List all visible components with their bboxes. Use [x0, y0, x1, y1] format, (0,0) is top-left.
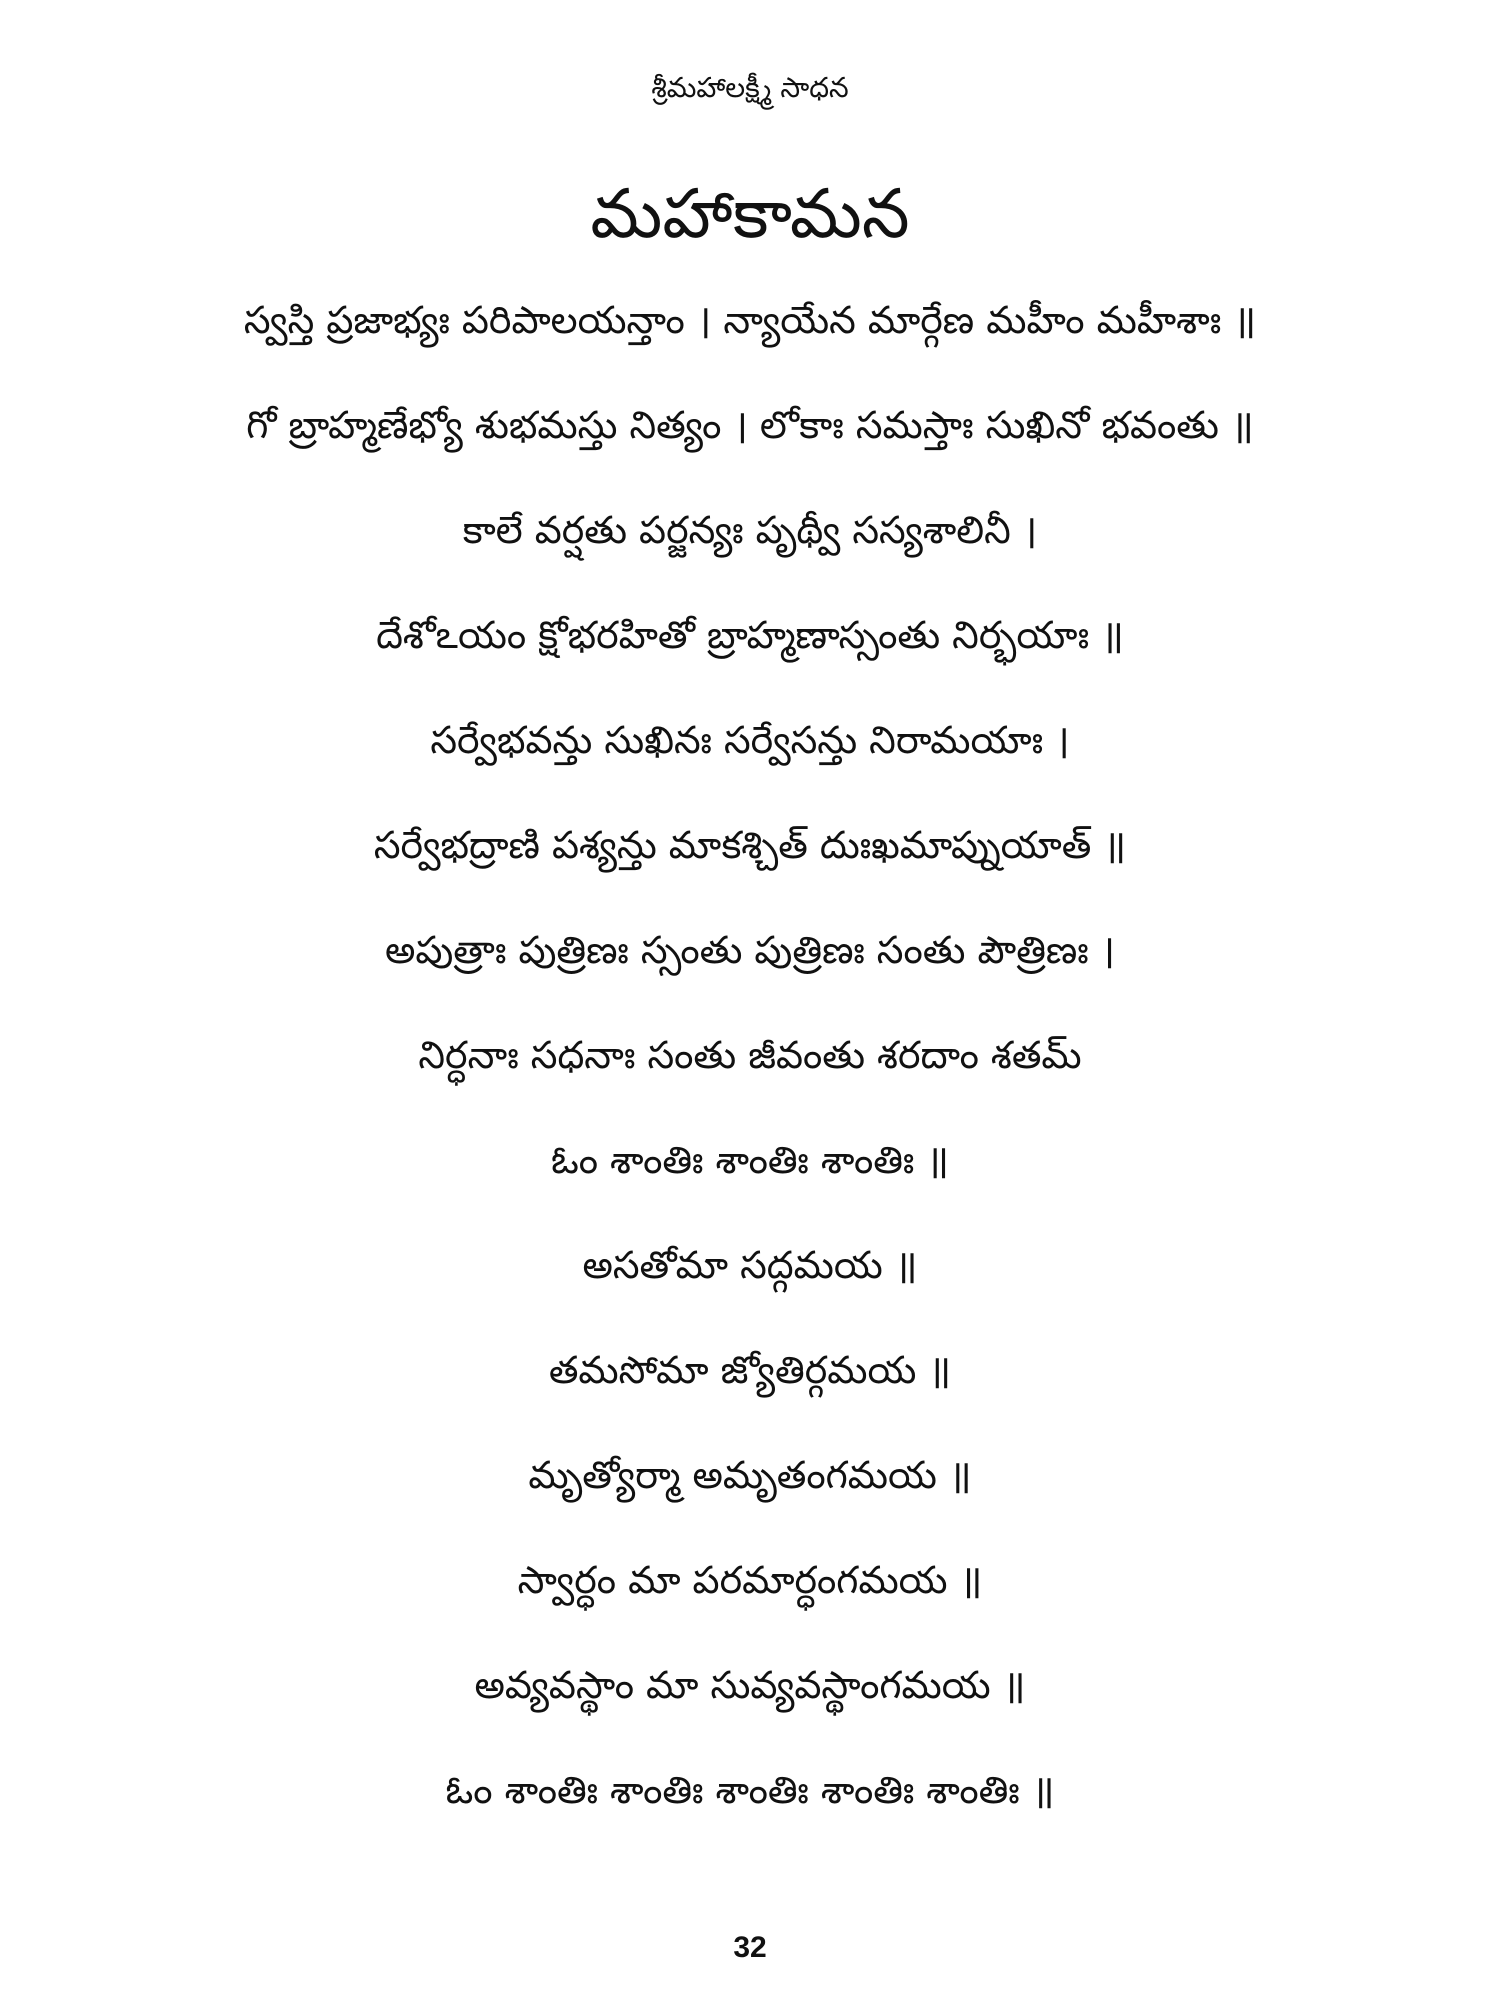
verse-line: కాలే వర్షతు పర్జన్యః పృథ్వీ సస్యశాలినీ ।	[462, 508, 1038, 552]
page-number: 32	[733, 1931, 767, 1964]
verse-list	[60, 290, 1440, 1865]
verse-line: దేశోఽయం క్షోభరహితో బ్రాహ్మణాస్సంతు నిర్భయాః ॥	[376, 613, 1124, 657]
verse-line: గో బ్రాహ్మణేభ్యో శుభమస్తు నిత్యం । లోకాః సమస్తాః సుఖినో భవంతు ॥	[246, 403, 1254, 447]
verse-line: ఓం శాంతిః శాంతిః శాంతిః ॥	[550, 1138, 950, 1182]
verse-line: స్వార్ధం మా పరమార్ధంగమయ ॥	[517, 1558, 983, 1602]
verse-line: అసతోమా సద్గమయ ॥	[582, 1243, 918, 1287]
page-title: మహాకామన	[590, 175, 910, 254]
verse-line: అపుత్రాః పుత్రిణః స్సంతు పుత్రిణః సంతు పౌత్రిణః ।	[384, 928, 1116, 972]
verse-line: తమసోమా జ్యోతిర్గమయ ॥	[548, 1348, 952, 1392]
running-header: శ్రీమహాలక్ష్మీ సాధన	[651, 71, 849, 104]
verse-line: నిర్ధనాః సధనాః సంతు జీవంతు శరదాం శతమ్	[418, 1033, 1082, 1077]
verse-line: స్వస్తి ప్రజాభ్యః పరిపాలయన్తాం । న్యాయేన మార్గేణ మహీం మహీశాః ॥	[243, 298, 1257, 342]
verse-line: అవ్యవస్థాం మా సువ్యవస్థాంగమయ ॥	[474, 1663, 1026, 1707]
verse-line: సర్వేభద్రాణి పశ్యన్తు మాకశ్చిత్ దుఃఖమాప్నుయాత్ ॥	[373, 823, 1127, 867]
verse-line: మృత్యోర్మా అమృతంగమయ ॥	[528, 1453, 972, 1497]
verse-line: సర్వేభవన్తు సుఖినః సర్వేసన్తు నిరామయాః ।	[430, 718, 1070, 762]
verse-line: ఓం శాంతిః శాంతిః శాంతిః శాంతిః శాంతిః ॥	[445, 1768, 1055, 1812]
